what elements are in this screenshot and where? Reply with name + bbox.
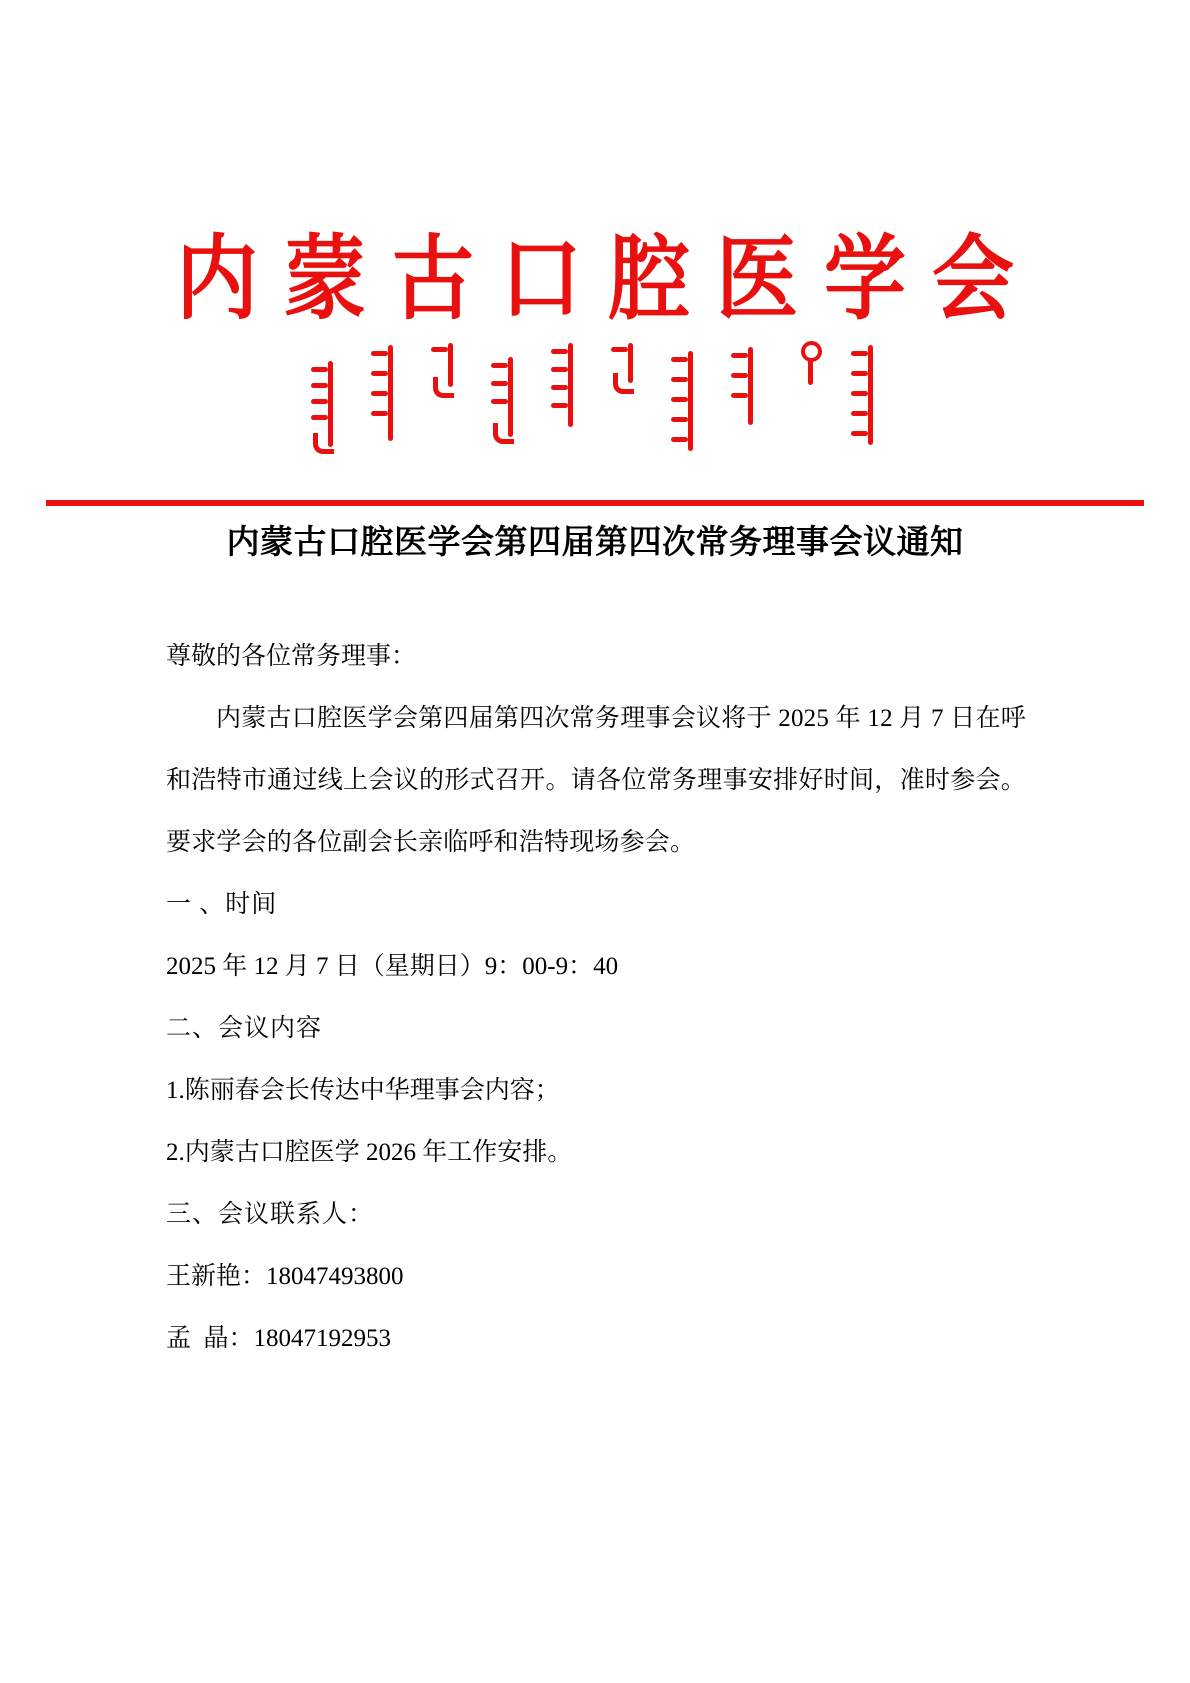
mongolian-glyph-7 bbox=[677, 337, 703, 457]
notice-paragraph: 内蒙古口腔医学会第四届第四次常务理事会议将于 2025 年 12 月 7 日在呼和浩特市通过线上会议的形式召开。请各位常务理事安排好时间，准时参会。要求学会的各位副会长亲临呼和浩特现场参会。 bbox=[166, 705, 1026, 856]
mongolian-glyph-4 bbox=[497, 337, 523, 457]
section-one-value: 2025 年 12 月 7 日（星期日）9：00-9：40 bbox=[166, 953, 619, 980]
document-body bbox=[166, 626, 1026, 1370]
letterhead bbox=[0, 228, 1190, 465]
mongolian-glyph-10 bbox=[857, 337, 883, 457]
agenda-item-1: 1.陈丽春会长传达中华理事会内容； bbox=[166, 1077, 560, 1104]
section-one-heading: 一 、时间 bbox=[166, 891, 278, 918]
mongolian-glyph-9 bbox=[797, 337, 823, 457]
mongolian-glyph-8 bbox=[737, 337, 763, 457]
mongolian-glyph-1 bbox=[317, 337, 343, 457]
mongolian-glyph-2 bbox=[377, 337, 403, 457]
header-divider-rule bbox=[46, 500, 1144, 506]
mongolian-glyph-5 bbox=[557, 337, 583, 457]
organization-name-mongolian bbox=[0, 337, 1190, 465]
mongolian-glyph-6 bbox=[617, 337, 643, 457]
page-title: 内蒙古口腔医学会第四届第四次常务理事会议通知 bbox=[226, 525, 964, 561]
section-three-heading: 三、会议联系人： bbox=[166, 1201, 375, 1228]
contact-2: 孟 晶：18047192953 bbox=[166, 1325, 392, 1352]
salutation: 尊敬的各位常务理事： bbox=[166, 643, 417, 670]
contact-1: 王新艳：18047493800 bbox=[166, 1263, 404, 1290]
organization-name-chinese: 内蒙古口腔医学会 bbox=[175, 228, 1040, 331]
agenda-item-2: 2.内蒙古口腔医学 2026 年工作安排。 bbox=[166, 1139, 573, 1166]
mongolian-glyph-3 bbox=[437, 337, 463, 457]
section-two-heading: 二、会议内容 bbox=[166, 1015, 323, 1042]
